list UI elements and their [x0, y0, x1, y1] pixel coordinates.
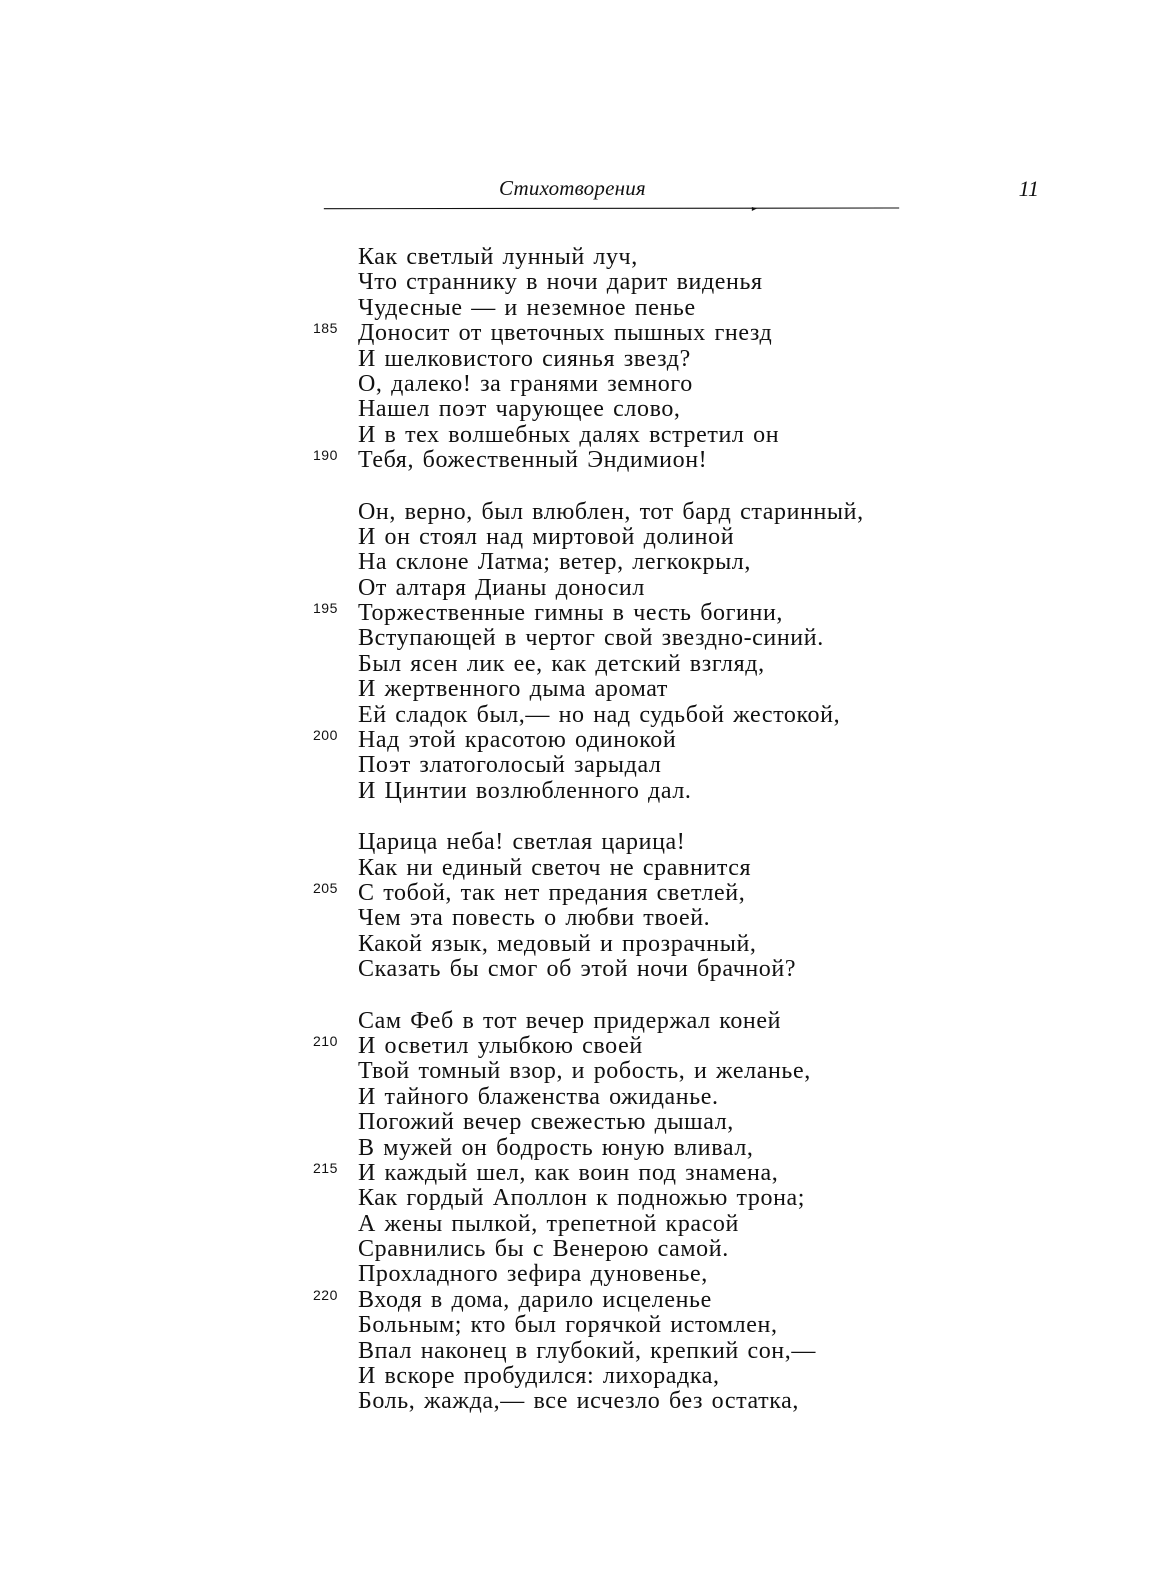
line-number: 215: [313, 1159, 338, 1176]
line-text: Нашел поэт чарующее слово,: [358, 396, 681, 423]
poem-line: [358, 703, 978, 728]
poem-line: [358, 1110, 978, 1135]
stanza: [313, 829, 978, 983]
line-text: Боль, жажда,— все исчезло без остатка,: [358, 1388, 799, 1415]
poem-line: [358, 932, 978, 957]
line-text: Ей сладок был,— но над судьбой жестокой,: [358, 701, 841, 728]
stanza: [313, 498, 978, 805]
stanza-gap: [358, 804, 978, 830]
poem-line: [358, 372, 978, 397]
line-text: Как светлый лунный луч,: [358, 244, 638, 270]
line-text: Он, верно, был влюблен, тот бард старинный,: [358, 498, 864, 525]
poem-line: [358, 677, 978, 702]
line-number: 200: [313, 727, 338, 744]
poem-line: [358, 1009, 978, 1034]
poem-line: [358, 1389, 978, 1414]
poem-line: [313, 1286, 978, 1313]
poem-line: [358, 1339, 978, 1364]
line-text: Сам Феб в тот вечер придержал коней: [358, 1007, 782, 1034]
page-number: 11: [1018, 176, 1039, 201]
line-text: И осветил улыбкою своей: [358, 1032, 643, 1059]
line-text: Чем эта повесть о любви твоей.: [358, 905, 711, 932]
poem-line: [313, 320, 978, 347]
line-text: Сказать бы смог об этой ночи брачной?: [358, 956, 797, 983]
stanza: [313, 244, 978, 474]
poem-line: [358, 347, 978, 372]
line-number: 210: [313, 1032, 338, 1049]
poem-line: [313, 879, 978, 906]
line-text: Чудесные — и неземное пенье: [358, 294, 696, 321]
line-text: Какой язык, медовый и прозрачный,: [358, 930, 757, 957]
poem-line: [358, 856, 978, 881]
line-text: Прохладного зефира дуновенье,: [358, 1261, 708, 1288]
line-text: Как гордый Аполлон к подножью трона;: [358, 1185, 806, 1212]
poem-line: [358, 550, 978, 575]
poem-line: [313, 447, 978, 474]
poem-text: [313, 244, 978, 1415]
line-text: Входя в дома, дарило исцеленье: [358, 1286, 712, 1313]
line-text: И шелковистого сиянья звезд?: [358, 345, 691, 372]
poem-line: [358, 423, 978, 448]
poem-line: [358, 1085, 978, 1110]
poem-line: [358, 1212, 978, 1237]
poem-line: [358, 270, 978, 295]
poem-line: [358, 245, 978, 270]
line-text: Сравнились бы с Венерою самой.: [358, 1236, 729, 1263]
poem-line: [358, 957, 978, 982]
poem-line: [313, 727, 978, 754]
line-text: И жертвенного дыма аромат: [358, 676, 668, 703]
poem-line: [358, 652, 978, 677]
stanza: [313, 1007, 978, 1415]
header-rule: [180, 207, 1043, 211]
line-text: И каждый шел, как воин под знамена,: [358, 1159, 779, 1186]
poem-line: [313, 1159, 978, 1186]
line-number: 195: [313, 600, 338, 617]
line-text: В мужей он бодрость юную вливал,: [358, 1134, 754, 1161]
stanza-gap: [358, 474, 978, 500]
poem-line: [358, 500, 978, 525]
line-text: Погожий вечер свежестью дышал,: [358, 1109, 734, 1136]
line-text: И он стоял над миртовой долиной: [358, 523, 735, 550]
poem-line: [358, 576, 978, 601]
line-text: О, далеко! за гранями земного: [358, 370, 693, 397]
line-text: И тайного блаженства ожиданье.: [358, 1083, 719, 1110]
line-text: Как ни единый светоч не сравнится: [358, 854, 752, 881]
poem-line: [358, 1136, 978, 1161]
line-text: И вскоре пробудился: лихорадка,: [358, 1363, 720, 1390]
line-number: 190: [313, 447, 338, 464]
line-text: Царица неба! светлая царица!: [358, 829, 686, 856]
line-text: Тебя, божественный Эндимион!: [358, 447, 708, 474]
poem-line: [358, 1186, 978, 1211]
poem-line: [358, 753, 978, 778]
poem-line: [358, 906, 978, 931]
page-header: [180, 174, 1043, 204]
line-text: Поэт златоголосый зарыдал: [358, 752, 662, 779]
line-text: Торжественные гимны в честь богини,: [358, 600, 783, 627]
poem-line: [358, 525, 978, 550]
poem-line: [313, 1032, 978, 1059]
line-text: Доносит от цветочных пышных гнезд: [358, 320, 773, 347]
line-text: Над этой красотою одинокой: [358, 727, 677, 754]
poem-line: [358, 296, 978, 321]
poem-line: [358, 1364, 978, 1389]
poem-line: [358, 830, 978, 855]
line-text: С тобой, так нет предания светлей,: [358, 879, 746, 906]
poem-line: [358, 626, 978, 651]
poem-line: [358, 1059, 978, 1084]
poem-line: [358, 1237, 978, 1262]
poem-line: [358, 397, 978, 422]
line-text: На склоне Латма; ветер, легкокрыл,: [358, 549, 751, 576]
poem-line: [313, 600, 978, 627]
line-text: А жены пылкой, трепетной красой: [358, 1210, 739, 1237]
stanza-gap: [358, 983, 978, 1009]
line-text: И Цинтии возлюбленного дал.: [358, 777, 692, 804]
line-text: Больным; кто был горячкой истомлен,: [358, 1312, 778, 1339]
line-text: Что страннику в ночи дарит виденья: [358, 269, 763, 296]
poem-line: [358, 779, 978, 804]
line-number: 185: [313, 320, 338, 337]
rule-ornament-icon: [752, 207, 757, 211]
line-text: Впал наконец в глубокий, крепкий сон,—: [358, 1337, 816, 1364]
line-text: Вступающей в чертог свой звездно-синий.: [358, 625, 824, 652]
line-text: Был ясен лик ее, как детский взгляд,: [358, 650, 765, 677]
line-text: И в тех волшебных далях встретил он: [358, 421, 780, 448]
line-number: 220: [313, 1286, 338, 1303]
line-number: 205: [313, 879, 338, 896]
line-text: Твой томный взор, и робость, и желанье,: [358, 1058, 811, 1085]
poem-line: [358, 1313, 978, 1338]
line-text: От алтаря Дианы доносил: [358, 574, 645, 601]
running-title: Стихотворения: [499, 176, 646, 200]
poem-line: [358, 1262, 978, 1287]
